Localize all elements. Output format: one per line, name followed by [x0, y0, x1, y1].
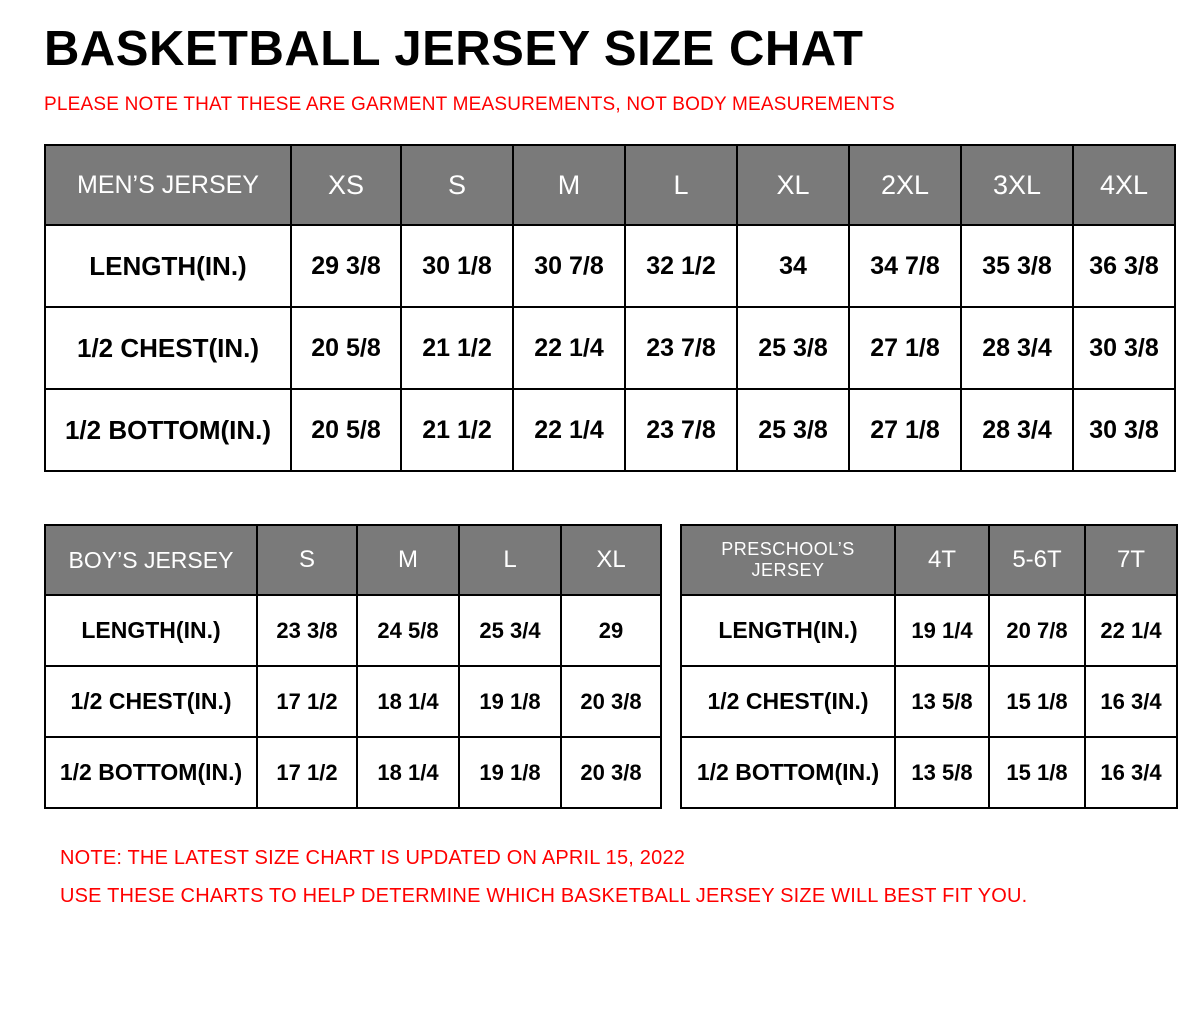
table-cell: 30 7/8 [513, 225, 625, 307]
column-header: 2XL [849, 145, 961, 225]
table-cell: 20 7/8 [989, 595, 1085, 666]
table-cell: 20 3/8 [561, 666, 661, 737]
row-header: 1/2 CHEST(IN.) [45, 666, 257, 737]
table-cell: 17 1/2 [257, 666, 357, 737]
table-cell: 21 1/2 [401, 307, 513, 389]
table-cell: 25 3/8 [737, 307, 849, 389]
column-header: S [401, 145, 513, 225]
column-header: 5-6T [989, 525, 1085, 595]
table-cell: 30 3/8 [1073, 307, 1175, 389]
table-cell: 13 5/8 [895, 737, 989, 808]
row-header: 1/2 CHEST(IN.) [681, 666, 895, 737]
table-cell: 32 1/2 [625, 225, 737, 307]
table-cell: 27 1/8 [849, 389, 961, 471]
column-header: L [625, 145, 737, 225]
column-header: PRESCHOOL’S JERSEY [681, 525, 895, 595]
table-row [45, 595, 661, 666]
row-header: LENGTH(IN.) [45, 595, 257, 666]
table-cell: 35 3/8 [961, 225, 1073, 307]
table-cell: 20 5/8 [291, 307, 401, 389]
column-header: XS [291, 145, 401, 225]
table-cell: 28 3/4 [961, 307, 1073, 389]
row-header: 1/2 BOTTOM(IN.) [45, 737, 257, 808]
column-header: L [459, 525, 561, 595]
table-cell: 19 1/8 [459, 666, 561, 737]
mens-jersey-size-table [44, 144, 1176, 472]
table-header-row [681, 525, 1177, 595]
table-cell: 16 3/4 [1085, 666, 1177, 737]
table-cell: 13 5/8 [895, 666, 989, 737]
table-cell: 29 [561, 595, 661, 666]
table-row [45, 389, 1175, 471]
table-cell: 30 1/8 [401, 225, 513, 307]
column-header: 7T [1085, 525, 1177, 595]
table-row [681, 595, 1177, 666]
table-cell: 22 1/4 [1085, 595, 1177, 666]
row-header: 1/2 BOTTOM(IN.) [45, 389, 291, 471]
table-cell: 23 7/8 [625, 307, 737, 389]
column-header: XL [561, 525, 661, 595]
column-header: M [357, 525, 459, 595]
table-cell: 18 1/4 [357, 666, 459, 737]
table-cell: 16 3/4 [1085, 737, 1177, 808]
table-cell: 25 3/8 [737, 389, 849, 471]
column-header: BOY’S JERSEY [45, 525, 257, 595]
table-row [45, 225, 1175, 307]
table-cell: 28 3/4 [961, 389, 1073, 471]
column-header: XL [737, 145, 849, 225]
table-row [681, 737, 1177, 808]
table-cell: 27 1/8 [849, 307, 961, 389]
table-cell: 23 7/8 [625, 389, 737, 471]
table-row [45, 307, 1175, 389]
table-cell: 34 [737, 225, 849, 307]
table-row [45, 737, 661, 808]
footer-note-update: NOTE: THE LATEST SIZE CHART IS UPDATED ON APRIL 15, 2022 [60, 847, 686, 870]
table-cell: 15 1/8 [989, 737, 1085, 808]
table-cell: 30 3/8 [1073, 389, 1175, 471]
column-header: MEN’S JERSEY [45, 145, 291, 225]
column-header: 4XL [1073, 145, 1175, 225]
preschool-jersey-size-table [680, 524, 1178, 809]
boys-jersey-size-table [44, 524, 662, 809]
table-header-row [45, 525, 661, 595]
table-cell: 21 1/2 [401, 389, 513, 471]
table-row [45, 666, 661, 737]
row-header: 1/2 BOTTOM(IN.) [681, 737, 895, 808]
table-cell: 17 1/2 [257, 737, 357, 808]
table-header-row [45, 145, 1175, 225]
page-title: BASKETBALL JERSEY SIZE CHAT [44, 22, 864, 76]
footer-note-usage: USE THESE CHARTS TO HELP DETERMINE WHICH BASKETBALL JERSEY SIZE WILL BEST FIT YOU. [60, 885, 1028, 908]
table-row [681, 666, 1177, 737]
table-cell: 15 1/8 [989, 666, 1085, 737]
table-cell: 22 1/4 [513, 307, 625, 389]
row-header: 1/2 CHEST(IN.) [45, 307, 291, 389]
column-header: 4T [895, 525, 989, 595]
row-header: LENGTH(IN.) [45, 225, 291, 307]
table-cell: 36 3/8 [1073, 225, 1175, 307]
column-header: S [257, 525, 357, 595]
secondary-tables-row [44, 524, 1176, 809]
column-header: 3XL [961, 145, 1073, 225]
table-cell: 25 3/4 [459, 595, 561, 666]
row-header: LENGTH(IN.) [681, 595, 895, 666]
garment-measurement-note: PLEASE NOTE THAT THESE ARE GARMENT MEASUREMENTS, NOT BODY MEASUREMENTS [44, 93, 895, 115]
table-cell: 20 3/8 [561, 737, 661, 808]
footer-notes [60, 839, 1176, 915]
table-cell: 29 3/8 [291, 225, 401, 307]
table-cell: 23 3/8 [257, 595, 357, 666]
table-cell: 20 5/8 [291, 389, 401, 471]
table-cell: 24 5/8 [357, 595, 459, 666]
table-cell: 19 1/4 [895, 595, 989, 666]
table-cell: 18 1/4 [357, 737, 459, 808]
table-cell: 22 1/4 [513, 389, 625, 471]
table-cell: 19 1/8 [459, 737, 561, 808]
size-chart-page [0, 22, 1200, 1029]
table-cell: 34 7/8 [849, 225, 961, 307]
column-header: M [513, 145, 625, 225]
